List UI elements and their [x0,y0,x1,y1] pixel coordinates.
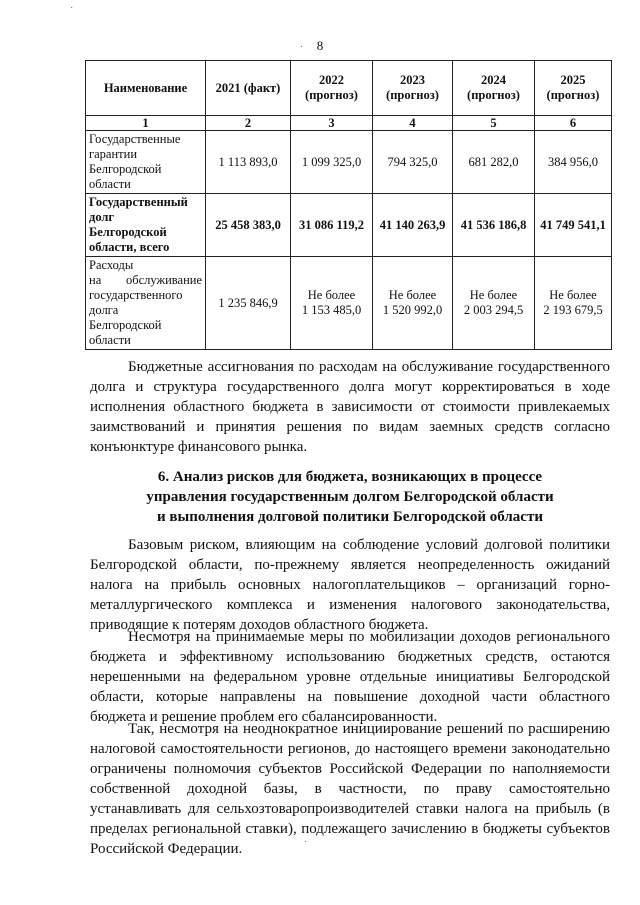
cell-line: гарантии [89,147,138,161]
cell-line: Не более [469,288,518,302]
paragraph-budget-allocations: Бюджетные ассигнования по расходам на обслуживание государственного долга и структура государственного долга могут корректироваться в ходе исполнения областного бюджета в зависимости от стоимости привлекаемых заимствований и принятия решения по видам заемных средств согласно конъюнктуре финансового рынка. [90,359,610,455]
paragraph-tax-autonomy: Так, несмотря на неоднократное инициирование решений по расширению налоговой самостоятельности регионов, до настоящего времени законодательно ограничены полномочия субъектов Российской Федерации по наполняемости собственной доходной базы, в частности, по праву самостоятельно устанавливать для сельхозтоваропроизводителей ставки налога на прибыль (в пределах региональной ставки), подлежащего зачислению в бюджеты субъектов Российской Федерации. [90,721,610,857]
row-value [206,131,291,194]
column-number: 1 [86,116,206,131]
column-header [453,61,535,116]
cell-line: 2023 [400,73,425,87]
cell-line: долга [89,303,119,317]
column-header [373,61,453,116]
row-value [535,131,612,194]
column-number-row [86,116,612,131]
column-header [291,61,373,116]
row-value [291,194,373,257]
cell-line: государственного [89,288,183,302]
cell-line: Не более [307,288,356,302]
scan-mark: ˙ [70,6,74,17]
cell-line: долг [89,210,115,224]
cell-line: Не более [388,288,437,302]
column-header [535,61,612,116]
paragraph-base-risk: Базовым риском, влияющим на соблюдение условий долговой политики Белгородской области, по-прежнему является неопределенность ожиданий налога на прибыль основных налогоплательщиков – организаций горно-металлургического комплекса и изменения налогового законодательства, приводящие к потерям доходов областного бюджета. [90,537,610,633]
row-value [291,131,373,194]
row-value [535,194,612,257]
column-header [86,61,206,116]
cell-line: 2024 [481,73,506,87]
row-value [291,257,373,350]
cell-line: 794 325,0 [387,154,438,169]
cell-line: (прогноз) [467,88,520,102]
cell-line: на обслуживание [89,273,202,287]
cell-line: 1 153 485,0 [301,303,362,317]
column-number: 3 [291,116,373,131]
column-header [206,61,291,116]
cell-line: 2022 [319,73,344,87]
row-name [86,257,206,350]
column-number: 5 [453,116,535,131]
cell-line: Государственные [89,132,181,146]
section-heading-line: и выполнения долговой политики Белгородской области [157,509,543,525]
page-number: 8 [316,38,324,53]
row-value [373,131,453,194]
scan-mark: ˙ [300,45,304,56]
column-number: 6 [535,116,612,131]
section-heading [90,467,610,527]
cell-line: 41 140 263,9 [379,217,446,232]
cell-line: 41 536 186,8 [460,217,527,232]
cell-line: Белгородской [89,225,167,239]
cell-line: области, всего [89,240,170,254]
cell-line: области [89,333,131,347]
paragraph-mobilization-measures: Несмотря на принимаемые меры по мобилизации доходов регионального бюджета и эффективному использованию бюджетных средств, остаются нерешенными на федеральном уровне отдельные инициативы Белгородской области, которые направлены на повышение доходной части областного бюджета и решение проблем его сбалансированности. [90,629,610,725]
cell-line: 41 749 541,1 [540,217,606,232]
table-row [86,194,612,257]
cell-line: 25 458 383,0 [215,217,281,232]
row-value [453,257,535,350]
column-number: 4 [373,116,453,131]
cell-line: 1 113 893,0 [218,154,278,169]
cell-line: (прогноз) [305,88,358,102]
row-value [206,257,291,350]
cell-line: Наименование [103,80,188,95]
cell-line: 384 956,0 [548,154,598,169]
row-value [206,194,291,257]
cell-line: 31 086 119,2 [299,217,364,232]
row-value [453,194,535,257]
row-value [535,257,612,350]
cell-line: Не более [549,288,597,302]
row-value [373,194,453,257]
cell-line: 1 235 846,9 [218,295,278,310]
row-value [453,131,535,194]
cell-line: Белгородской [89,162,162,176]
debt-forecast-table [85,60,612,350]
cell-line: 2 003 294,5 [463,303,524,317]
cell-line: Расходы [89,258,134,272]
row-name [86,131,206,194]
cell-line: 2 193 679,5 [543,303,603,317]
scan-mark: ˙ [304,840,308,851]
cell-line: 681 282,0 [468,154,519,169]
row-value [373,257,453,350]
cell-line: 2025 [560,73,586,87]
table-row [86,131,612,194]
table-header-row [86,61,612,116]
cell-line: Белгородской [89,318,162,332]
section-heading-line: управления государственным долгом Белгородской области [146,489,554,505]
cell-line: (прогноз) [386,88,439,102]
cell-line: области [89,177,131,191]
row-name [86,194,206,257]
cell-line: (прогноз) [546,88,600,102]
cell-line: 1 099 325,0 [301,154,362,169]
section-heading-line: 6. Анализ рисков для бюджета, возникающих в процессе [157,469,543,485]
column-number: 2 [206,116,291,131]
cell-line: 1 520 992,0 [382,303,443,317]
table-row [86,257,612,350]
cell-line: Государственный [89,195,188,209]
cell-line: 2021 (факт) [215,80,281,95]
